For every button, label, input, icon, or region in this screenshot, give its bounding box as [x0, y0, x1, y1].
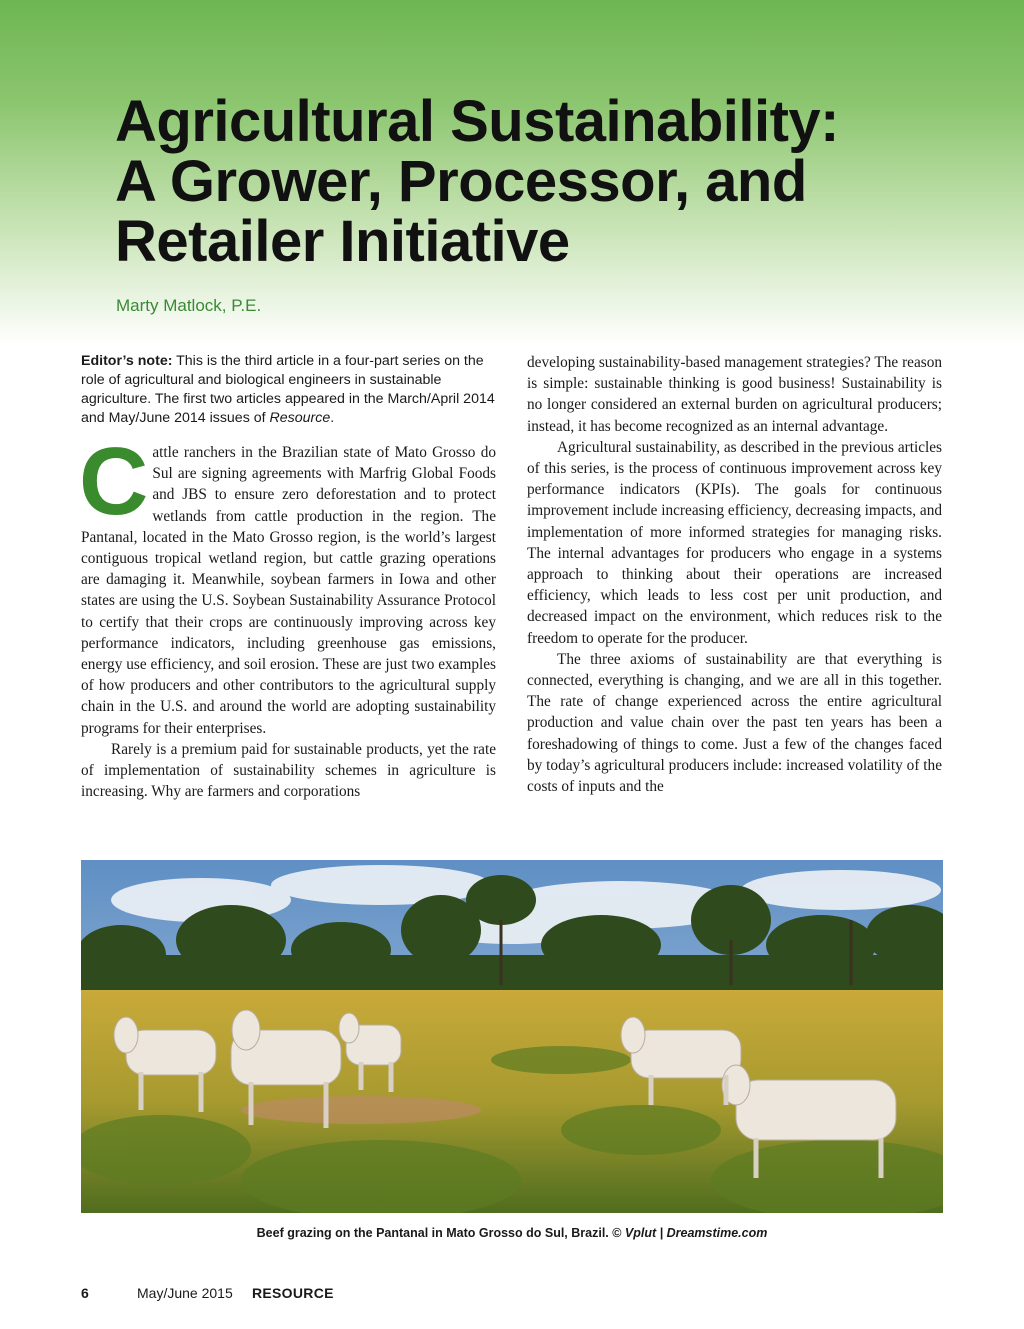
body-paragraph: Rarely is a premium paid for sustainable products, yet the rate of implementation of sustainability schemes in agriculture is increasing. Why are farmers and corporations — [81, 740, 496, 801]
editor-note-magazine-name: Resource — [269, 410, 331, 426]
body-paragraph: developing sustainability-based management strategies? The reason is simple: sustainable thinking is good business! Sustainability is no longer considered an external burden on agricultural producers; instead, it has become recognized as an internal advantage. — [527, 354, 942, 435]
title-line-1: Agricultural Sustainability: — [115, 89, 839, 154]
paragraph-text: attle ranchers in the Brazilian state of Mato Grosso do Sul are signing agreements with Marfrig Global Foods and JBS to ensure zero deforestation and to protect wetlands from cattle production in the region. The Pantanal, located in the Mato Grosso region, is the world’s largest contiguous tropical wetland region, but cattle grazing operations are damaging it. Meanwhile, soybean farmers in Iowa and other states are using the U.S. Soybean Sustainability Assurance Protocol to certify that their crops are continuously improving across key performance indicators, including greenhouse gas emissions, energy use efficiency, and soil erosion. These are just two examples of how producers and other contributors to the agricultural supply chain in the U.S. and around the world are adopting sustainability programs for their enterprises. — [81, 444, 496, 737]
right-column — [527, 352, 942, 797]
left-column — [81, 352, 496, 802]
drop-cap: C — [79, 428, 149, 535]
body-paragraph — [79, 428, 496, 739]
editor-note — [81, 352, 496, 428]
author-byline: Marty Matlock, P.E. — [116, 296, 262, 315]
photo-caption — [0, 1226, 1024, 1240]
title-line-3: Retailer Initiative — [115, 209, 570, 274]
editor-note-end: . — [330, 410, 335, 426]
magazine-name: RESOURCE — [252, 1285, 334, 1301]
article-title — [115, 89, 975, 274]
editor-note-text: This is the third article in a four-part series on the role of agricultural and biological engineers in sustainable agriculture. The first two articles appeared in the March/April 2014 and May/June 2014 issues of — [81, 353, 495, 426]
issue-date: May/June 2015 — [137, 1285, 233, 1301]
editor-note-label: Editor’s note: — [81, 353, 173, 369]
title-line-2: A Grower, Processor, and — [115, 149, 807, 214]
body-paragraph: Agricultural sustainability, as described in the previous articles of this series, is the process of continuous improvement across key performance indicators (KPIs). The goals for continuous improvement include increasing efficiency, decreasing impacts, and implementation of more informed strategies for managing risks. The internal advantages for producers who engage in a systems approach to thinking about their operations are increased efficiency, which leads to less cost per unit production, and decreased impact on the environment, which reduces risk to the freedom to operate for the producer. — [527, 438, 942, 647]
body-paragraph: The three axioms of sustainability are that everything is connected, everything is changing, and we are all in this together. The rate of change experienced across the entire agricultural production and value chain over the past ten years has been a foreshadowing of things to come. Just a few of the changes faced by today’s agricultural producers include: increased volatility of the costs of inputs and the — [527, 650, 942, 796]
pantanal-cattle-image — [81, 860, 943, 1213]
page-number: 6 — [81, 1285, 89, 1301]
caption-text: Beef grazing on the Pantanal in Mato Grosso do Sul, Brazil. © — [256, 1226, 625, 1240]
cattle-photo — [81, 860, 943, 1213]
caption-credit: Vplut | Dreamstime.com — [624, 1226, 768, 1240]
